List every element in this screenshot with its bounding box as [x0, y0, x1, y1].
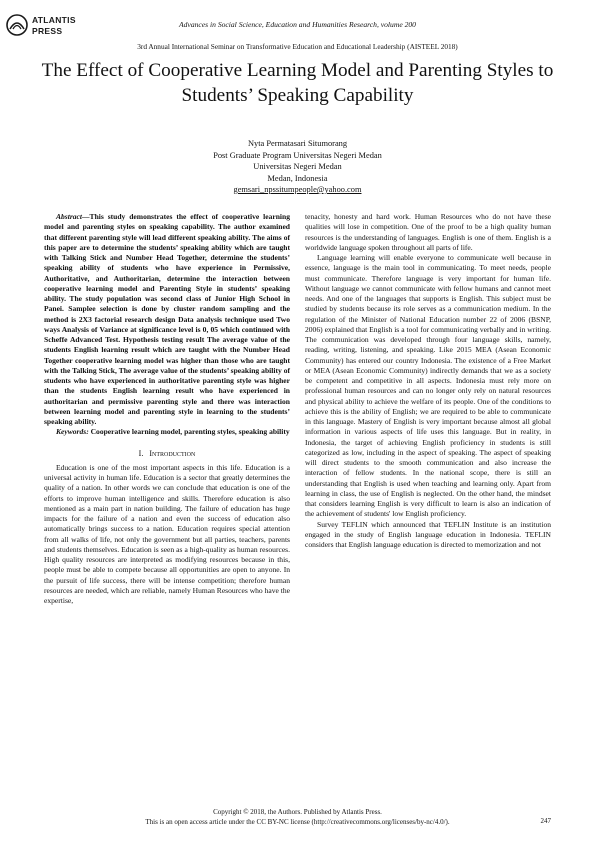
- section-title: Introduction: [149, 448, 196, 458]
- author-block: [0, 138, 595, 196]
- logo-line-2: PRESS: [32, 26, 63, 36]
- conference-line: 3rd Annual International Seminar on Transformative Education and Educational Leadership (AISTEEL 2018): [137, 42, 458, 51]
- keywords-text: Cooperative learning model, parenting styles, speaking ability: [90, 427, 290, 437]
- abstract-text: This study demonstrates the effect of cooperative learning model and parenting styles on speaking capability. The author examined that different parenting style will lead different speaking ability. The aims of this paper are to determine the students’ speaking ability which are taught with Talking Stick and Number Head Together, determine the students’ speaking ability of students who have experience in Permissive, Authoritative, and Authoritarian, determine the interaction between cooperative learning model and Parenting Style in students’ speaking ability. The study population was second class of Junior High School in Panei. Samplee selection is done by cluster random sampling and the method is 2X3 factorial research design Data analysis technique used Two ways Analysis of Variance at significance level is 0, 05 which continued with Scheffe Advanced Test. Hypothesis testing result The average value of the students English learning result which are taught with the Number Head Together cooperative learning model was higher than those who are taught with the Talking Stick, The average value of the students’ speaking ability of students who have experienced in authoritative parenting style was higher than the students English learning result who have experienced in authoritarian and permissive parenting style and there was interaction between learning model and parenting style in learning to the students’ speaking ability.: [44, 212, 290, 426]
- abstract: [44, 212, 290, 427]
- paragraph: Survey TEFLIN which announced that TEFLIN Institute is an institution engaged in the study of English language education in Indonesia. TEFLIN considers that English language education is directed to memorization and not: [305, 519, 551, 549]
- license-line: This is an open access article under the CC BY-NC license (http://creativecommons.org/licenses/by-nc/4.0/).: [145, 817, 450, 826]
- author-affiliation: Post Graduate Program Universitas Negeri Medan: [213, 150, 382, 160]
- keywords: [44, 427, 290, 437]
- author-city: Medan, Indonesia: [267, 173, 328, 183]
- paragraph: Language learning will enable everyone to communicate well because in essence, language is the main tool in communicating. To meet needs, people must communicate. Therefore language is very important for human life. Without language we cannot communicate with fellow humans and cannot meet needs. And one of the languages that supports is English. This subject must be studied by students because its role serves as a communication medium. In the regulation of the Minister of National Education number 22 of 2006 (BSNP, 2006) explained that English is a tool for communicating verbally and in writing. The communication was developed through four language skills, namely, reading, writing, listening, and speaking. Like 2015 MEA (Asean Economic Community) has entered our country Indonesia. The existence of a Free Market or MEA (Asean Economic Community) indirectly demands that we as a society be competent and competitive in all aspects. Indonesia must rely more on professional human resources and can no longer only rely on natural resources and physical ability to achieve the welfare of its people. One of the conditions to achieve this is the ability of English; we are required to be able to communicate in this language. Mastery of English is very important because almost all global information in various aspects of life uses this language. But in reality, in Indonesia, the target of achieving English proficiency in students is still categorized as low, including in the aspect of speaking. The aspect of speaking will direct students to the smooth communication and also increase the interaction of fellow students. In the national scope, there is still an understanding that English is used when teaching and learning only. Apart from learning in class, the use of English is neglected. On the other hand, the mindset that considers learning English is very difficult to learn is also an indication of the achievement of students' low English proficiency.: [305, 253, 551, 519]
- copyright-footer: [0, 808, 595, 827]
- author-university: Universitas Negeri Medan: [253, 162, 342, 171]
- section-heading: [44, 449, 290, 459]
- abstract-label: Abstract—: [56, 212, 90, 221]
- author-name: Nyta Permatasari Situmorang: [247, 139, 348, 148]
- keywords-label: Keywords:: [56, 427, 89, 437]
- paragraph: tenacity, honesty and hard work. Human Resources who do not have these qualities will lose in competition. One of the proof to be a high quality human resources is the understanding of languages. English is one of them. English is a worldwide language spoken throughout all parts of life.: [305, 212, 551, 252]
- copyright-line: Copyright © 2018, the Authors. Published by Atlantis Press.: [213, 808, 382, 816]
- paragraph: Education is one of the most important aspects in this life. Education is a universal activity in human life. Education is a sector that greatly determines the quality of a nation. In other words we can conclude that education is one of the efforts to improve human intelligence and skills. Therefore education is also mentioned as a main part in nation building. The failure of education has huge impacts for the failure of a nation and even the success of education also automatically brings success to a nation. Education requires special attention from all walks of life, not only the government but all parties, teachers, parents and students themselves. Education is seen as a high-quality as human resources. High quality resources are interpreted as modifying resources because in this, people must be able to compete because all opportunities are open to anyone. In the pursuit of life success, there will be intense competition; therefore human resources are needed, which are reliable, namely Human Resources who have the expertise,: [44, 462, 290, 605]
- right-column: [305, 212, 551, 550]
- author-email-link[interactable]: gemsari_npssitumpeople@yahoo.com: [233, 185, 362, 194]
- left-column: [44, 212, 290, 606]
- page-number: 247: [540, 817, 551, 825]
- running-head: Advances in Social Science, Education and Humanities Research, volume 200: [179, 20, 416, 29]
- section-number: I.: [138, 448, 144, 458]
- logo-line-1: ATLANTIS: [32, 15, 76, 25]
- paper-title: The Effect of Cooperative Learning Model and Parenting Styles to Students’ Speaking Capability: [41, 60, 554, 106]
